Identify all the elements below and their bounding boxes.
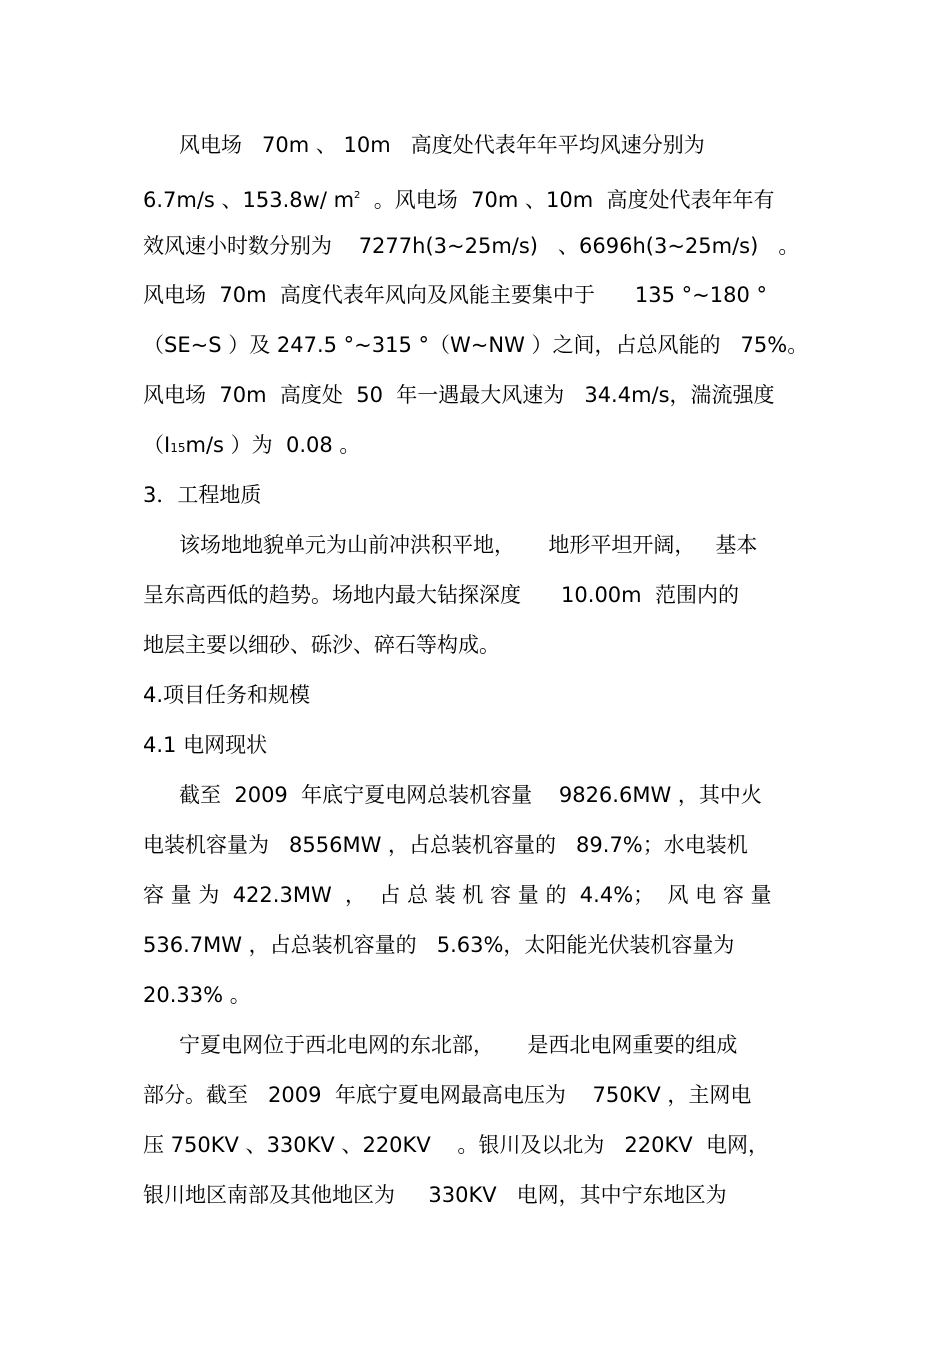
paragraph-line: 电装机容量为 8556MW ，占总装机容量的 89.7%；水电装机 (143, 833, 748, 857)
paragraph-line: 部分。截至 2009 年底宁夏电网最高电压为 750KV ，主网电 (143, 1083, 752, 1107)
subsection-heading: 4.1 电网现状 (143, 733, 268, 757)
subscript: 15 (170, 441, 186, 455)
section-heading: 4.项目任务和规模 (143, 683, 311, 707)
paragraph-line: 呈东高西低的趋势。场地内最大钻探深度 10.00m 范围内的 (143, 583, 739, 607)
text-segment: 6.7m/s 、153.8w/ m (143, 188, 355, 212)
paragraph-line: 风电场 70m 高度处 50 年一遇最大风速为 34.4m/s，湍流强度 (143, 383, 775, 407)
section-heading: 3．工程地质 (143, 483, 262, 507)
paragraph-line: 效风速小时数分别为 7277h(3~25m/s) 、6696h(3~25m/s) 。 (143, 234, 800, 258)
paragraph-line: 20.33% 。 (143, 983, 251, 1007)
text-segment: （I (143, 433, 171, 457)
paragraph-line: （SE~S ）及 247.5 °~315 °（W~NW ）之间，占总风能的 75%。 (143, 333, 809, 357)
text-segment: 。风电场 70m 、10m 高度处代表年年有 (360, 188, 775, 212)
superscript: 2 (354, 190, 361, 201)
paragraph-line: 地层主要以细砂、砾沙、碎石等构成。 (143, 633, 500, 657)
paragraph-line: 截至 2009 年底宁夏电网总装机容量 9826.6MW ，其中火 (179, 783, 762, 807)
paragraph-line: 宁夏电网位于西北电网的东北部， 是西北电网重要的组成 (179, 1033, 738, 1057)
paragraph-line: 风电场 70m 、 10m 高度处代表年年平均风速分别为 (179, 133, 705, 157)
paragraph-line: 压 750KV 、330KV 、220KV 。银川及以北为 220KV 电网， (143, 1133, 769, 1157)
paragraph-line: 536.7MW ，占总装机容量的 5.63%，太阳能光伏装机容量为 (143, 933, 735, 957)
paragraph-line: 风电场 70m 高度代表年风向及风能主要集中于 135 °~180 ° (143, 283, 768, 307)
paragraph-line: 该场地地貌单元为山前冲洪积平地， 地形平坦开阔， 基本 (179, 533, 758, 557)
paragraph-line: 容 量 为 422.3MW ， 占 总 装 机 容 量 的 4.4%； 风 电 容 量 (143, 883, 772, 907)
paragraph-line-with-subscript (143, 431, 360, 462)
text-segment: m/s ）为 0.08 。 (185, 433, 361, 457)
paragraph-line-with-superscript (143, 182, 775, 214)
paragraph-line: 银川地区南部及其他地区为 330KV 电网，其中宁东地区为 (143, 1183, 727, 1207)
